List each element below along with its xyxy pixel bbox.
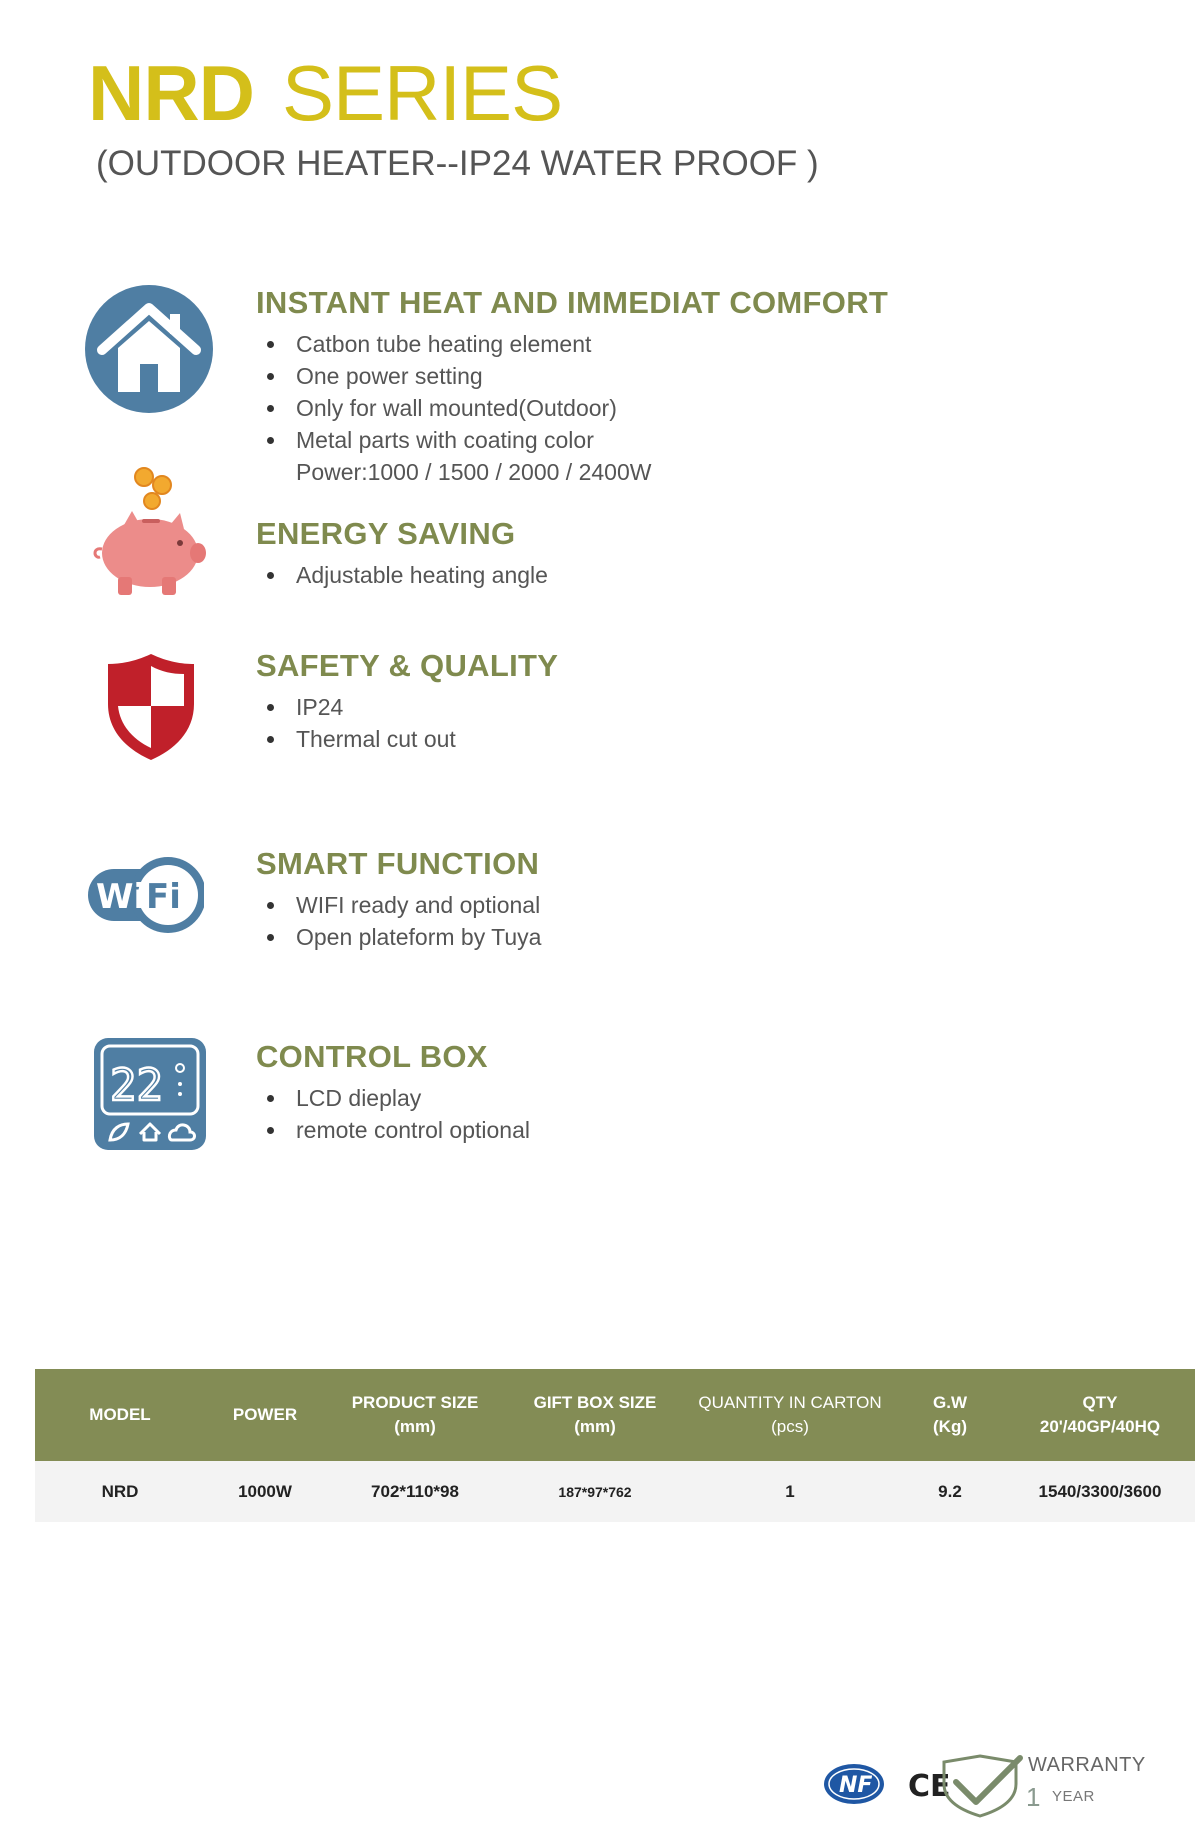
warranty-years: 1 <box>1026 1782 1041 1812</box>
thermostat-display: 22 <box>110 1060 163 1111</box>
warranty-label: WARRANTY <box>1028 1754 1146 1776</box>
feature-list <box>256 691 456 755</box>
col-header-power: POWER <box>232 1405 298 1424</box>
feature-list <box>256 328 651 488</box>
feature-title: SMART FUNCTION <box>256 846 540 881</box>
list-item: WIFI ready and optional <box>256 889 541 921</box>
thermostat-icon <box>92 1036 208 1157</box>
shield-icon <box>104 652 198 767</box>
list-item: Metal parts with coating color <box>256 424 651 456</box>
wifi-text-right: Fi <box>146 877 181 917</box>
ce-label: CE <box>908 1769 951 1804</box>
feature-title: SAFETY & QUALITY <box>256 648 559 683</box>
power-note: Power:1000 / 1500 / 2000 / 2400W <box>296 459 652 485</box>
page-title <box>88 48 562 138</box>
col-header-product-size: PRODUCT SIZE (mm) <box>351 1393 479 1436</box>
list-item: LCD dieplay <box>256 1082 530 1114</box>
list-item: Thermal cut out <box>256 723 456 755</box>
warranty-check-icon <box>944 1756 1020 1816</box>
nf-logo-icon <box>824 1764 884 1804</box>
table-cell: 1540/3300/3600 <box>1038 1481 1162 1501</box>
list-item: remote control optional <box>256 1114 530 1146</box>
list-item: Open plateform by Tuya <box>256 921 541 953</box>
table-cell: 1 <box>785 1481 795 1501</box>
title-series: SERIES <box>282 49 563 137</box>
list-item: IP24 <box>256 691 456 723</box>
col-header-gift-box-size: GIFT BOX SIZE (mm) <box>533 1393 657 1436</box>
feature-title: CONTROL BOX <box>256 1039 488 1074</box>
spec-table <box>35 1369 1195 1522</box>
list-item: One power setting <box>256 360 651 392</box>
table-row <box>35 1461 1195 1522</box>
table-cell: 9.2 <box>938 1481 962 1501</box>
col-header-model: MODEL <box>89 1405 151 1424</box>
table-cell: 1000W <box>238 1481 292 1501</box>
col-header-quantity-in-carton: QUANTITY IN CARTON (pcs) <box>698 1393 882 1436</box>
feature-list <box>256 889 541 953</box>
piggy-bank-icon <box>88 467 212 606</box>
table-cell: NRD <box>101 1481 139 1501</box>
warranty-unit: YEAR <box>1052 1788 1095 1805</box>
table-cell: 187*97*762 <box>558 1483 632 1500</box>
page-subtitle: (OUTDOOR HEATER--IP24 WATER PROOF ) <box>96 144 819 183</box>
house-icon <box>84 284 214 419</box>
list-item: Only for wall mounted(Outdoor) <box>256 392 651 424</box>
feature-title: INSTANT HEAT AND IMMEDIAT COMFORT <box>256 285 889 320</box>
feature-list <box>256 559 548 591</box>
certification-badges <box>820 1748 1180 1818</box>
wifi-text-left: Wi <box>96 877 146 917</box>
feature-title: ENERGY SAVING <box>256 516 516 551</box>
col-header-gross-weight: G.W (Kg) <box>933 1393 967 1436</box>
table-header-row <box>35 1369 1195 1461</box>
nf-label: NF <box>839 1773 873 1798</box>
table-cell: 702*110*98 <box>371 1481 459 1501</box>
list-item: Catbon tube heating element <box>256 328 651 360</box>
wifi-icon <box>86 855 204 942</box>
col-header-qty: QTY 20'/40GP/40HQ <box>1039 1393 1161 1436</box>
title-model: NRD <box>88 49 254 137</box>
feature-list <box>256 1082 530 1146</box>
list-item: Adjustable heating angle <box>256 559 548 591</box>
